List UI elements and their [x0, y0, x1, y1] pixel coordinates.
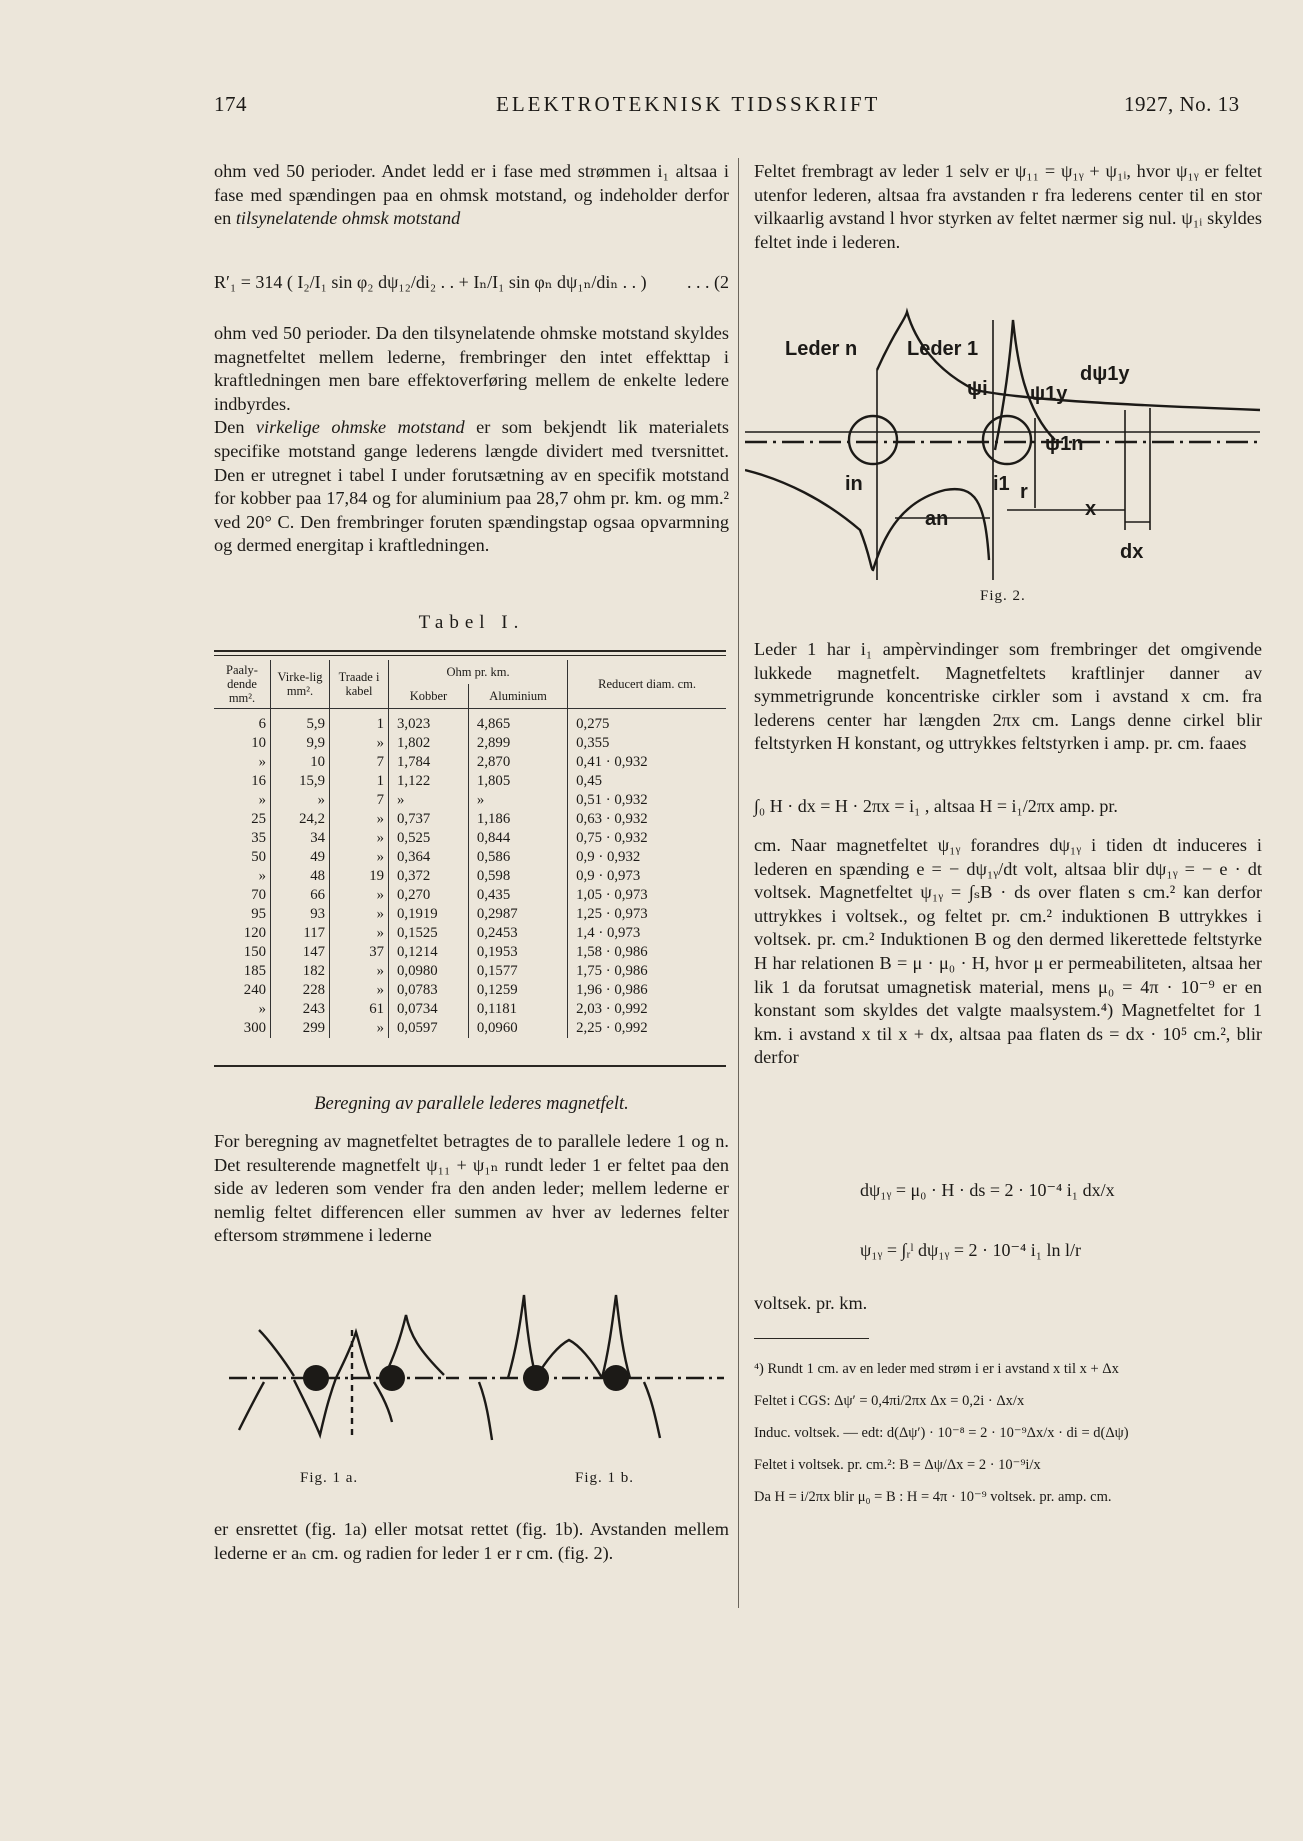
fig2-caption: Fig. 2.: [980, 588, 1026, 604]
left-p3-a: Den: [214, 417, 245, 438]
table-cell: 95: [251, 906, 266, 922]
table-cell: 0,586: [468, 848, 567, 867]
table-cell: 9,9: [271, 734, 330, 753]
table-cell: 2,899: [468, 734, 567, 753]
fig1b-field-curve: [508, 1295, 536, 1378]
table-top-rule-2: [214, 655, 726, 656]
equation-2-ref: . . . (2: [687, 272, 729, 292]
table-cell: »: [271, 791, 330, 810]
th-nominal: Paaly-dende mm².: [214, 660, 271, 709]
table-cell: 185: [243, 963, 266, 979]
table-cell: 3,023: [389, 709, 469, 735]
table-cell: 1,96 · 0,986: [568, 981, 726, 1000]
table-cell: 25: [251, 811, 266, 827]
table-row: [214, 709, 726, 735]
equation-a: ∫₀ H · dx = H · 2πx = i₁ , altsaa H = i₁/2πx amp. pr.: [754, 796, 1118, 816]
table-cell: 66: [271, 886, 330, 905]
table-cell: 1,25 · 0,973: [568, 905, 726, 924]
table-cell: 1,802: [389, 734, 469, 753]
table-cell: 19: [330, 867, 389, 886]
fig2-label-i1: i1: [993, 473, 1010, 495]
fig1a-field-curve: [259, 1330, 294, 1376]
table-cell: 0,525: [389, 829, 469, 848]
table-row: [214, 924, 726, 943]
footnote-2: Feltet i CGS: Δψ′ = 0,4πi/2πx Δx = 0,2i · Δx/x: [754, 1393, 1025, 1409]
table-cell: 299: [271, 1019, 330, 1038]
table-cell: »: [330, 848, 389, 867]
table-cell: 182: [271, 962, 330, 981]
table-cell: 0,2987: [468, 905, 567, 924]
th-aluminium: Aluminium: [468, 684, 567, 709]
table-cell: 0,0597: [389, 1019, 469, 1038]
fig1b-caption: Fig. 1 b.: [575, 1470, 635, 1486]
table-cell: 0,737: [389, 810, 469, 829]
table-cell: 0,9 · 0,932: [568, 848, 726, 867]
table-body: [214, 709, 726, 1039]
fig1b-conductor-left: [523, 1365, 549, 1391]
table-bottom-rule: [214, 1065, 726, 1067]
left-intro: [214, 160, 729, 231]
th-strands: Traade i kabel: [330, 660, 389, 709]
table-row: [214, 1019, 726, 1038]
fig2-label-x: x: [1085, 498, 1097, 520]
fig1a-caption: Fig. 1 a.: [300, 1470, 359, 1486]
table-cell: 49: [271, 848, 330, 867]
table-cell: 0,1919: [389, 905, 469, 924]
table-cell: 1,784: [389, 753, 469, 772]
right-p2: Leder 1 har i₁ ampèrvindinger som frembringer det omgivende lukkede magnetfelt. Magnetfeltets kraftlinjer danner av symmetrigrunde koncentriske cirkler som i avstand x cm. fra lederens center har længden 2πx cm. Langs denne cirkel blir feltstyrken H konstant, og uttrykkes feltstyrken i amp. pr. cm. faaes: [754, 639, 1262, 754]
table-cell: 0,372: [389, 867, 469, 886]
left-p4: For beregning av magnetfeltet betragtes de to parallele ledere 1 og n. Det resulterende magnetfelt ψ₁₁ + ψ₁ₙ rundt leder 1 er feltet paa den side av lederen som vender fra den anden leder; mellem lederne er nemlig feltet differencen eller summen av hver av ledernes felter eftersom strømmene i lederne: [214, 1131, 729, 1246]
fig2-label-dpsi: dψ1y: [1080, 363, 1130, 385]
table-row: [214, 772, 726, 791]
right-p4: voltsek. pr. km.: [754, 1293, 868, 1313]
table-cell: 0,364: [389, 848, 469, 867]
fig1b-conductor-right: [603, 1365, 629, 1391]
table-cell: 0,355: [568, 734, 726, 753]
table-cell: 10: [251, 735, 266, 751]
table-cell: 61: [330, 1000, 389, 1019]
table-cell: 0,1214: [389, 943, 469, 962]
table-cell: 10: [271, 753, 330, 772]
table-cell: 15,9: [271, 772, 330, 791]
table-cell: 0,0783: [389, 981, 469, 1000]
table-cell: 2,03 · 0,992: [568, 1000, 726, 1019]
footnotes: [754, 1360, 1262, 1506]
footnote-4: Feltet i voltsek. pr. cm.²: B = Δψ/Δx = 2 · 10⁻⁹i/x: [754, 1457, 1041, 1473]
section-heading: Beregning av parallele lederes magnetfelt.: [314, 1094, 629, 1114]
right-p3: cm. Naar magnetfeltet ψ₁ᵧ forandres dψ₁ᵧ i tiden dt induceres i lederen en spænding e = − dψ₁ᵧ/dt volt, altsaa blir dψ₁ᵧ = − e · dt voltsek. Magnetfeltet ψ₁ᵧ = ∫ₛB · ds over flaten s cm.² kan derfor uttrykkes i voltsek., og feltet pr. cm.² induktionen B uttrykkes i voltsek. pr. cm.² Induktionen B og den dermed likerettede feltstyrke H har relationen B = μ · μ₀ · H, hvor μ er permeabiliteten, altsaa her lik 1 da forutsat umagnetisk material, mens μ₀ = 4π · 10⁻⁹ er en konstant som skyldes det valgte maalsystem.⁴) Magnetfeltet for 1 km. i avstand x til x + dx, altsaa paa flaten ds = dx · 10⁵ cm.², blir derfor: [754, 835, 1262, 1068]
table-row: [214, 1000, 726, 1019]
table-row: [214, 734, 726, 753]
table-row: [214, 867, 726, 886]
table-cell: »: [330, 886, 389, 905]
table-cell: 240: [243, 982, 266, 998]
table-row: [214, 791, 726, 810]
table-cell: 0,51 · 0,932: [568, 791, 726, 810]
left-p3-b: er som bekjendt lik materialets specifike motstand gange lederens længde dividert med tversnittet. Den er utregnet i tabel I under forutsætning av en specifik motstand for kobber paa 17,84 og for aluminium paa 28,7 ohm pr. km. og mm.² ved 20° C. Den frembringer foruten spændingstap ogsaa opvarmning og dermed energitap i kraftledningen.: [214, 417, 730, 556]
table-row: [214, 829, 726, 848]
footnote-3: Induc. voltsek. — edt: d(Δψ′) · 10⁻⁸ = 2 · 10⁻⁹Δx/x · di = d(Δψ): [754, 1425, 1129, 1441]
footnote-1: ⁴) Rundt 1 cm. av en leder med strøm i er i avstand x til x + Δx: [754, 1361, 1119, 1377]
table-cell: »: [258, 754, 266, 770]
table-row: [214, 943, 726, 962]
table-cell: »: [389, 791, 469, 810]
table-cell: 120: [243, 925, 266, 941]
left-p1: ohm ved 50 perioder. Andet ledd er i fase med strømmen i₁ altsaa i fase med spændingen paa en ohmsk motstand, og indeholder derfor en: [214, 161, 729, 229]
table-row: [214, 962, 726, 981]
table-cell: 7: [330, 753, 389, 772]
table-cell: 1,75 · 0,986: [568, 962, 726, 981]
figure-1: [224, 1290, 724, 1480]
fig2-field-curve-upper: [877, 312, 1260, 410]
fig2-conductor-n: [849, 416, 897, 464]
left-p5: er ensrettet (fig. 1a) eller motsat rettet (fig. 1b). Avstanden mellem lederne er aₙ cm. og radien for leder 1 er r cm. (fig. 2).: [214, 1519, 729, 1563]
table-cell: 1,122: [389, 772, 469, 791]
issue-label: 1927, No. 13: [1124, 92, 1240, 116]
table-cell: 1: [330, 772, 389, 791]
table-cell: 2,870: [468, 753, 567, 772]
fig2-label-leder-1: Leder 1: [907, 338, 979, 360]
table-cell: 0,270: [389, 886, 469, 905]
table-cell: 5,9: [271, 709, 330, 735]
table-cell: 0,0980: [389, 962, 469, 981]
figure-2: [745, 300, 1265, 580]
table-cell: »: [468, 791, 567, 810]
th-actual: Virke-lig mm².: [271, 660, 330, 709]
table-cell: 0,598: [468, 867, 567, 886]
journal-title: ELEKTROTEKNISK TIDSSKRIFT: [496, 92, 881, 116]
equation-2-body: R′₁ = 314 ( I₂/I₁ sin φ₂ dψ₁₂/di₂ . . + Iₙ/I₁ sin φₙ dψ₁ₙ/diₙ . . ): [214, 272, 647, 292]
table-cell: 0,9 · 0,973: [568, 867, 726, 886]
table-cell: 4,865: [468, 709, 567, 735]
table-cell: 243: [271, 1000, 330, 1019]
table-cell: 93: [271, 905, 330, 924]
fig2-field-curve-lower: [745, 470, 989, 570]
table-cell: 147: [271, 943, 330, 962]
left-p2: ohm ved 50 perioder. Da den tilsynelatende ohmske motstand skyldes magnetfeltet mellem lederne, frembringer den intet effekttap i kraftledningen men bare effektoverføring mellem de enkelte ledere indbyrdes.: [214, 323, 729, 414]
table-cell: »: [258, 868, 266, 884]
fig2-label-dx: dx: [1120, 541, 1144, 563]
table-cell: »: [258, 1001, 266, 1017]
table-cell: 0,2453: [468, 924, 567, 943]
table-cell: »: [330, 924, 389, 943]
fig2-label-in: in: [845, 473, 863, 495]
table-cell: »: [330, 981, 389, 1000]
table-cell: 50: [251, 849, 266, 865]
table-cell: 1,805: [468, 772, 567, 791]
table-cell: 0,41 · 0,932: [568, 753, 726, 772]
fig1a-conductor-left: [303, 1365, 329, 1391]
right-p1: Feltet frembragt av leder 1 selv er ψ₁₁ = ψ₁ᵧ + ψ₁ᵢ, hvor ψ₁ᵧ er feltet utenfor lederen, altsaa fra avstanden r fra lederens center til en stor vilkaarlig avstand l hvor styrken av feltet nærmer sig nul. ψ₁ᵢ skyldes feltet inde i lederen.: [754, 161, 1262, 252]
table-cell: »: [258, 792, 266, 808]
table-title: Tabel I.: [418, 612, 525, 633]
left-p1-emphasis: tilsynelatende ohmsk motstand: [235, 208, 461, 229]
fig2-label-psi-1n: ψ1n: [1045, 433, 1084, 455]
th-copper: Kobber: [389, 684, 469, 709]
table-cell: »: [330, 905, 389, 924]
table-cell: 1,4 · 0,973: [568, 924, 726, 943]
table-cell: 0,1259: [468, 981, 567, 1000]
table-cell: 34: [271, 829, 330, 848]
table-cell: 0,275: [568, 709, 726, 735]
table-cell: »: [330, 1019, 389, 1038]
footnote-rule: [754, 1338, 869, 1339]
table-cell: 0,45: [568, 772, 726, 791]
table-cell: 1,58 · 0,986: [568, 943, 726, 962]
th-reduced-diam: Reducert diam. cm.: [568, 660, 726, 709]
table-cell: 150: [243, 944, 266, 960]
table-cell: 1,05 · 0,973: [568, 886, 726, 905]
fig1b-field-curve: [644, 1382, 660, 1438]
table-row: [214, 886, 726, 905]
table-cell: 0,1181: [468, 1000, 567, 1019]
table-row: [214, 905, 726, 924]
fig2-conductor-1: [983, 416, 1031, 464]
fig2-label-psi-i: ψi: [967, 378, 988, 400]
table-cell: 16: [251, 773, 266, 789]
table-cell: 7: [330, 791, 389, 810]
table-cell: 117: [271, 924, 330, 943]
column-divider: [738, 158, 739, 1608]
table-cell: 0,844: [468, 829, 567, 848]
table-cell: »: [330, 810, 389, 829]
page-number: 174: [214, 92, 247, 116]
table-cell: 0,75 · 0,932: [568, 829, 726, 848]
fig2-label-leder-n: Leder n: [785, 338, 858, 360]
table-row: [214, 848, 726, 867]
table-row: [214, 981, 726, 1000]
table-cell: 6: [258, 716, 266, 732]
table-cell: 1,186: [468, 810, 567, 829]
table-row: [214, 810, 726, 829]
table-cell: 0,0734: [389, 1000, 469, 1019]
table-row: [214, 753, 726, 772]
equation-c: ψ₁ᵧ = ∫ᵣˡ dψ₁ᵧ = 2 · 10⁻⁴ i₁ ln l/r: [860, 1240, 1082, 1260]
footnote-5: Da H = i/2πx blir μ₀ = B : H = 4π · 10⁻⁹ voltsek. pr. amp. cm.: [754, 1489, 1112, 1505]
table-cell: »: [330, 829, 389, 848]
table-cell: 228: [271, 981, 330, 1000]
table-cell: 0,435: [468, 886, 567, 905]
table-cell: 35: [251, 830, 266, 846]
equation-b: dψ₁ᵧ = μ₀ · H · ds = 2 · 10⁻⁴ i₁ dx/x: [860, 1180, 1115, 1200]
table-cell: 48: [271, 867, 330, 886]
th-ohm: Ohm pr. km.: [389, 660, 568, 684]
table-cell: 0,1577: [468, 962, 567, 981]
table-1: [214, 660, 726, 1038]
table-cell: 70: [251, 887, 266, 903]
table-cell: 0,1525: [389, 924, 469, 943]
table-cell: »: [330, 734, 389, 753]
fig1a-conductor-right: [379, 1365, 405, 1391]
table-cell: 2,25 · 0,992: [568, 1019, 726, 1038]
table-cell: 0,1953: [468, 943, 567, 962]
fig1b-field-curve: [479, 1382, 492, 1440]
table-cell: »: [330, 962, 389, 981]
left-p3-emphasis: virkelige ohmske motstand: [255, 417, 465, 438]
fig2-label-an: an: [925, 508, 949, 530]
table-cell: 0,63 · 0,932: [568, 810, 726, 829]
left-body: [214, 322, 729, 558]
table-cell: 300: [243, 1020, 266, 1036]
table-cell: 1: [330, 709, 389, 735]
table-cell: 37: [330, 943, 389, 962]
fig2-label-r: r: [1020, 481, 1028, 503]
equation-2: [214, 272, 729, 293]
fig2-label-psi-1y: ψ1y: [1030, 383, 1068, 405]
table-cell: 24,2: [271, 810, 330, 829]
table-top-rule: [214, 650, 726, 652]
fig1a-field-curve: [239, 1382, 264, 1430]
table-cell: 0,0960: [468, 1019, 567, 1038]
